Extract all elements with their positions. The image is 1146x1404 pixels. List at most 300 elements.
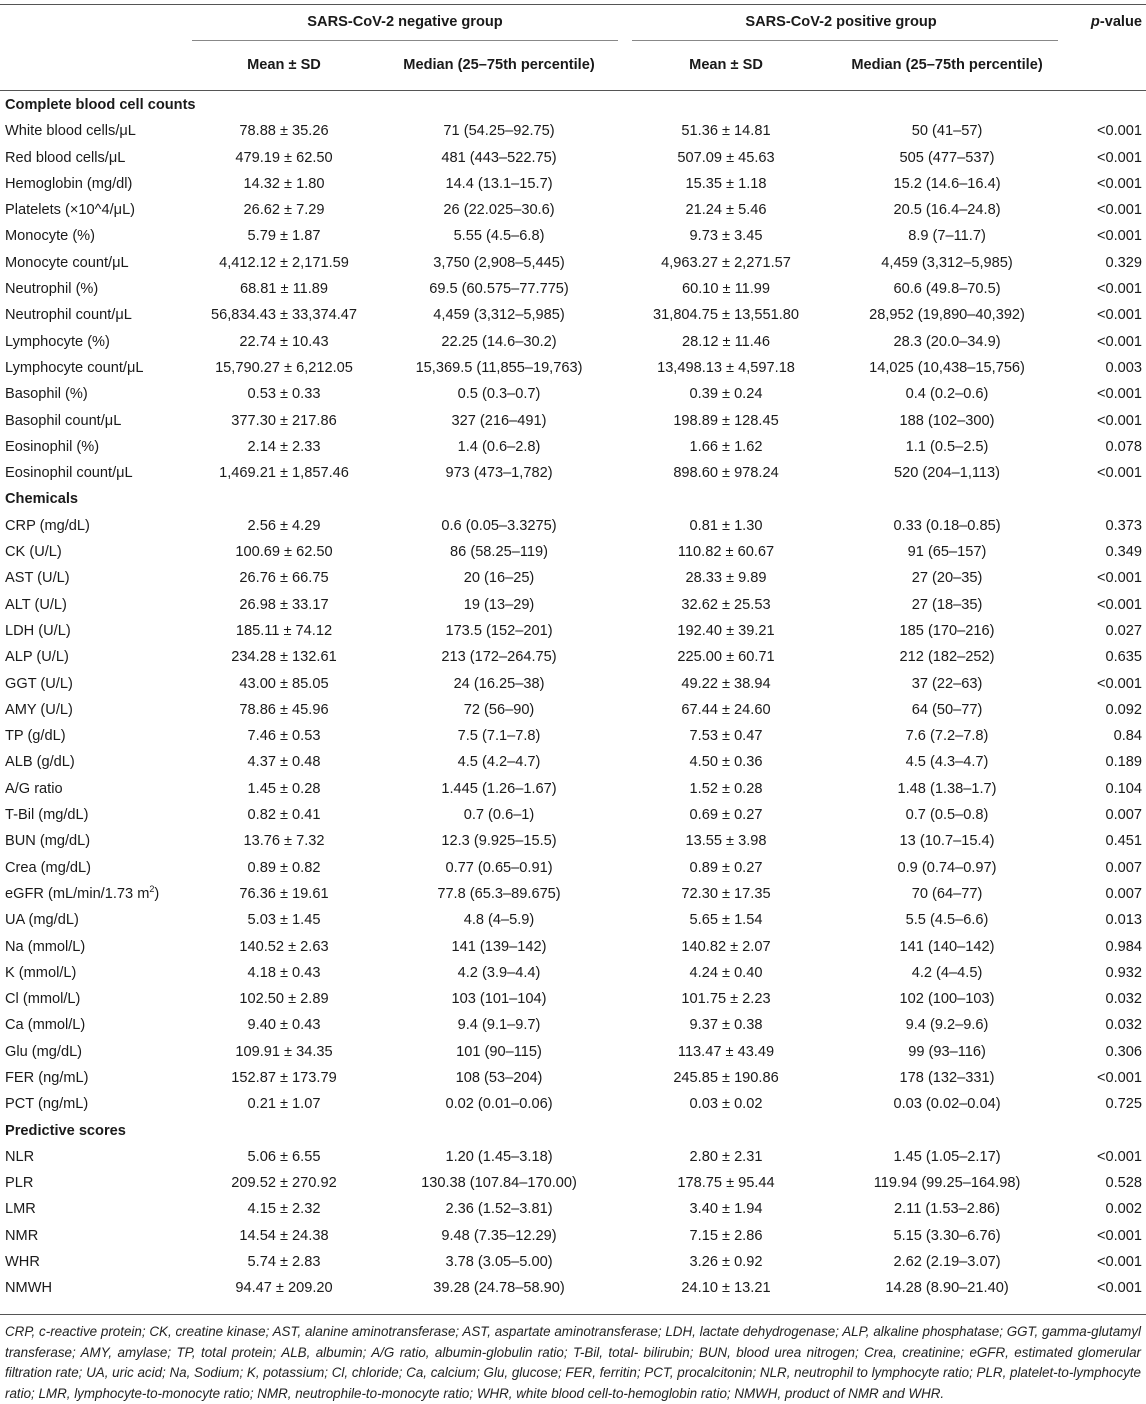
p-value-cell: <0.001 [1096,386,1143,403]
pos-median-cell: 27 (18–35) [911,596,983,613]
pos-median-cell: 20.5 (16.4–24.8) [893,202,1001,219]
neg-median-cell: 1.4 (0.6–2.8) [457,438,541,455]
pos-mean-cell: 4.50 ± 0.36 [689,754,763,771]
neg-median-cell: 481 (443–522.75) [441,149,557,166]
pos-median-cell: 8.9 (7–11.7) [908,228,986,245]
p-value-cell: <0.001 [1096,465,1143,482]
footnote: CRP, c-reactive protein; CK, creatine kinase; AST, alanine aminotransferase; AST, aspartate aminotransferase; LDH, lactate dehydrogenase; ALP, alkaline phosphatase; GGT, gamma-glutamyl transferase; AMY, amylase; TP, total protein; ALB, albumin; A/G ratio, albumin-globulin ratio; T-Bil, total- bilirubin; BUN, blood urea nitrogen; Crea, creatinine; eGFR, estimated glomerular filtration rate; UA, uric acid; Na, Sodium; K, potassium; Cl, chloride; Ca, calcium; Glu, glucose; FER, ferritin; PCT, procalcitonin; NLR, neutrophil to lymphocyte ratio; PLR, platelet-to-lymphocyte ratio; LMR, lymphocyte-to-monocyte ratio; NMR, neutrophile-to-monocyte ratio; WHR, white blood cell-to-hemoglobin ratio; NMWH, product of NMR and WHR. [5,1324,1141,1401]
neg-median-cell: 86 (58.25–119) [450,544,548,561]
neg-mean-cell: 26.98 ± 33.17 [239,596,329,613]
neg-mean-cell: 68.81 ± 11.89 [239,281,329,298]
row-label: Hemoglobin (mg/dl) [5,175,133,192]
neg-mean-cell: 94.47 ± 209.20 [235,1280,333,1297]
row-label: Monocyte (%) [5,228,96,245]
neg-median-cell: 7.5 (7.1–7.8) [457,728,541,745]
pos-mean-cell: 15.35 ± 1.18 [685,175,767,192]
neg-mean-header: Mean ± SD [247,56,321,73]
neg-mean-cell: 78.88 ± 35.26 [239,123,329,140]
p-value-cell: 0.078 [1105,438,1143,455]
neg-median-cell: 4.5 (4.2–4.7) [457,754,541,771]
pos-median-cell: 1.1 (0.5–2.5) [905,438,989,455]
pos-mean-cell: 7.15 ± 2.86 [689,1227,763,1244]
table-row [0,618,1146,644]
pos-median-cell: 119.94 (99.25–164.98) [873,1175,1021,1192]
p-value-cell: 0.013 [1105,912,1143,929]
neg-median-cell: 0.6 (0.05–3.3275) [441,517,557,534]
neg-median-cell: 1.445 (1.26–1.67) [441,780,557,797]
negative-group-header: SARS-CoV-2 negative group [307,13,503,30]
p-value-cell: 0.329 [1105,254,1143,271]
p-value-cell: 0.84 [1113,728,1143,745]
neg-median-cell: 0.7 (0.6–1) [463,807,535,824]
row-label: K (mmol/L) [5,964,77,981]
neg-mean-cell: 100.69 ± 62.50 [235,544,333,561]
neg-median-cell: 4.2 (3.9–4.4) [457,964,541,981]
pos-median-cell: 5.15 (3.30–6.76) [893,1227,1001,1244]
row-label: Monocyte count/μL [5,254,129,271]
row-label: TP (g/dL) [5,728,66,745]
table-row [0,1091,1146,1117]
table-row [0,145,1146,171]
neg-mean-cell: 78.86 ± 45.96 [239,701,329,718]
row-label: PCT (ng/mL) [5,1096,89,1113]
neg-median-cell: 71 (54.25–92.75) [443,123,555,140]
table-row [0,460,1146,486]
p-value-cell: <0.001 [1096,123,1143,140]
neg-mean-cell: 0.89 ± 0.82 [247,859,321,876]
neg-median-cell: 12.3 (9.925–15.5) [441,833,557,850]
neg-mean-cell: 209.52 ± 270.92 [231,1175,337,1192]
neg-median-cell: 4.8 (4–5.9) [463,912,535,929]
table-row [0,723,1146,749]
table-body [0,90,1146,1302]
pos-mean-cell: 1.66 ± 1.62 [689,438,763,455]
p-value-cell: 0.003 [1105,359,1143,376]
neg-median-cell: 72 (56–90) [463,701,535,718]
row-label: UA (mg/dL) [5,912,79,929]
table-row [0,118,1146,144]
neg-mean-cell: 26.76 ± 66.75 [239,570,329,587]
neg-mean-cell: 14.54 ± 24.38 [239,1227,329,1244]
pos-median-cell: 0.7 (0.5–0.8) [905,807,989,824]
pos-mean-cell: 9.73 ± 3.45 [689,228,763,245]
neg-mean-cell: 5.79 ± 1.87 [247,228,321,245]
pos-median-cell: 0.03 (0.02–0.04) [893,1096,1001,1113]
p-value-cell: 0.032 [1105,1017,1143,1034]
section-title: Predictive scores [5,1122,126,1139]
neg-mean-cell: 4.18 ± 0.43 [247,964,321,981]
pos-mean-cell: 28.33 ± 9.89 [685,570,767,587]
table-row [0,960,1146,986]
neg-median-cell: 3.78 (3.05–5.00) [445,1254,553,1271]
pos-median-cell: 2.11 (1.53–2.86) [894,1201,1001,1218]
section-title: Chemicals [5,491,79,508]
neg-median-cell: 2.36 (1.52–3.81) [445,1201,553,1218]
pos-median-cell: 27 (20–35) [911,570,983,587]
pos-median-cell: 50 (41–57) [911,123,983,140]
row-label: Cl (mmol/L) [5,991,81,1008]
row-label: CK (U/L) [5,544,62,561]
p-value-cell: 0.032 [1105,991,1143,1008]
table-row [0,1170,1146,1196]
neg-mean-cell: 102.50 ± 2.89 [239,991,329,1008]
p-value-cell: 0.027 [1105,622,1143,639]
table-row [0,276,1146,302]
table-row [0,1039,1146,1065]
pos-median-header: Median (25–75th percentile) [851,56,1043,73]
pos-median-cell: 505 (477–537) [899,149,995,166]
row-label: eGFR (mL/min/1.73 $m^2$) [5,884,160,902]
pos-mean-cell: 72.30 ± 17.35 [681,885,771,902]
pos-mean-cell: 110.82 ± 60.67 [677,544,775,561]
p-value-cell: <0.001 [1096,412,1143,429]
neg-mean-cell: 4.37 ± 0.48 [247,754,321,771]
row-label: White blood cells/μL [5,123,136,140]
pos-mean-cell: 0.69 ± 0.27 [689,807,763,824]
pos-median-cell: 5.5 (4.5–6.6) [905,912,989,929]
row-label: Lymphocyte count/μL [5,359,144,376]
table-row [0,408,1146,434]
p-value-cell: <0.001 [1096,596,1143,613]
pos-median-cell: 1.45 (1.05–2.17) [893,1148,1001,1165]
pos-median-cell: 520 (204–1,113) [894,465,1001,482]
section-header-row [0,92,1146,118]
table-row [0,565,1146,591]
pos-mean-cell: 0.39 ± 0.24 [689,386,763,403]
row-label: AST (U/L) [5,570,70,587]
neg-median-cell: 19 (13–29) [463,596,535,613]
table-row [0,802,1146,828]
pos-mean-cell: 0.89 ± 0.27 [689,859,763,876]
pos-mean-cell: 4.24 ± 0.40 [689,964,763,981]
table-row [0,539,1146,565]
table-row [0,934,1146,960]
table-row [0,749,1146,775]
table-row [0,697,1146,723]
neg-mean-cell: 13.76 ± 7.32 [243,833,325,850]
pos-median-cell: 9.4 (9.2–9.6) [905,1017,989,1034]
pos-median-cell: 15.2 (14.6–16.4) [893,175,1001,192]
table-row [0,434,1146,460]
pos-median-cell: 185 (170–216) [899,622,995,639]
p-value-cell: <0.001 [1096,307,1143,324]
neg-mean-cell: 14.32 ± 1.80 [243,175,325,192]
table-row [0,881,1146,907]
p-value-cell: 0.189 [1105,754,1143,771]
p-value-cell: <0.001 [1096,1227,1143,1244]
neg-mean-cell: 5.74 ± 2.83 [247,1254,321,1271]
neg-mean-cell: 0.53 ± 0.33 [247,386,321,403]
p-value-cell: 0.007 [1105,807,1143,824]
row-label: BUN (mg/dL) [5,833,91,850]
neg-median-cell: 24 (16.25–38) [453,675,545,692]
pos-mean-cell: 198.89 ± 128.45 [673,412,779,429]
pos-median-cell: 60.6 (49.8–70.5) [893,281,1001,298]
pos-median-cell: 91 (65–157) [907,544,987,561]
row-label: Na (mmol/L) [5,938,86,955]
pos-mean-cell: 28.12 ± 11.46 [681,333,771,350]
pos-mean-cell: 24.10 ± 13.21 [681,1280,771,1297]
row-label: Platelets (×10^4/μL) [5,202,136,219]
neg-median-cell: 130.38 (107.84–170.00) [421,1175,577,1192]
pos-mean-cell: 0.03 ± 0.02 [689,1096,763,1113]
row-label: WHR [5,1254,40,1271]
pos-mean-cell: 9.37 ± 0.38 [689,1017,763,1034]
neg-mean-cell: 7.46 ± 0.53 [247,728,321,745]
p-value-cell: <0.001 [1096,1148,1143,1165]
table-row [0,986,1146,1012]
pos-mean-cell: 31,804.75 ± 13,551.80 [653,307,799,324]
pos-mean-cell: 0.81 ± 1.30 [689,517,763,534]
pos-median-cell: 0.4 (0.2–0.6) [905,386,989,403]
row-label: ALT (U/L) [5,596,67,613]
p-value-cell: <0.001 [1096,675,1143,692]
table-row [0,671,1146,697]
pos-mean-cell: 192.40 ± 39.21 [677,622,775,639]
neg-mean-cell: 4.15 ± 2.32 [247,1201,321,1218]
row-label: Eosinophil count/μL [5,465,133,482]
row-label: A/G ratio [5,780,63,797]
neg-median-cell: 77.8 (65.3–89.675) [437,885,561,902]
neg-mean-cell: 0.82 ± 0.41 [247,807,321,824]
table-row [0,1144,1146,1170]
neg-mean-cell: 140.52 ± 2.63 [239,938,329,955]
row-label: LMR [5,1201,36,1218]
row-label: Basophil count/μL [5,412,122,429]
row-label: ALB (g/dL) [5,754,75,771]
pos-mean-cell: 3.40 ± 1.94 [689,1201,763,1218]
section-header-row [0,486,1146,512]
p-value-cell: 0.002 [1105,1201,1143,1218]
pos-mean-cell: 60.10 ± 11.99 [681,281,771,298]
pos-median-cell: 70 (64–77) [911,885,983,902]
row-label: Eosinophil (%) [5,438,100,455]
p-value-cell: <0.001 [1096,333,1143,350]
pos-median-cell: 28.3 (20.0–34.9) [893,333,1001,350]
neg-mean-cell: 185.11 ± 74.12 [235,622,333,639]
neg-mean-cell: 5.03 ± 1.45 [247,912,321,929]
p-value-cell: 0.528 [1105,1175,1143,1192]
pos-mean-cell: 13.55 ± 3.98 [685,833,767,850]
neg-mean-cell: 152.87 ± 173.79 [231,1069,337,1086]
pos-median-cell: 99 (93–116) [908,1043,986,1060]
neg-mean-cell: 43.00 ± 85.05 [239,675,329,692]
neg-median-cell: 22.25 (14.6–30.2) [441,333,557,350]
neg-median-cell: 0.5 (0.3–0.7) [457,386,541,403]
neg-median-cell: 108 (53–204) [455,1069,543,1086]
row-label: FER (ng/mL) [5,1069,89,1086]
footer-rule [0,1314,1146,1315]
table-row [0,381,1146,407]
row-label: GGT (U/L) [5,675,73,692]
table-row [0,644,1146,670]
pos-median-cell: 37 (22–63) [911,675,983,692]
neg-mean-cell: 234.28 ± 132.61 [231,649,337,666]
pos-mean-cell: 5.65 ± 1.54 [689,912,763,929]
neg-median-cell: 3,750 (2,908–5,445) [433,254,565,271]
table-row [0,592,1146,618]
neg-median-cell: 0.02 (0.01–0.06) [445,1096,553,1113]
table-row [0,197,1146,223]
table-row [0,1223,1146,1249]
row-label: Lymphocyte (%) [5,333,110,350]
pos-median-cell: 178 (132–331) [899,1069,995,1086]
pos-mean-cell: 1.52 ± 0.28 [689,780,763,797]
neg-median-cell: 69.5 (60.575–77.775) [429,281,569,298]
p-value-cell: <0.001 [1096,149,1143,166]
table-row [0,907,1146,933]
table-row [0,302,1146,328]
neg-mean-cell: 56,834.43 ± 33,374.47 [211,307,357,324]
pos-median-cell: 188 (102–300) [899,412,995,429]
table-row [0,1012,1146,1038]
neg-median-cell: 327 (216–491) [451,412,547,429]
pos-median-cell: 4,459 (3,312–5,985) [881,254,1013,271]
pos-median-cell: 13 (10.7–15.4) [899,833,995,850]
p-value-cell: <0.001 [1096,1254,1143,1271]
pos-mean-cell: 32.62 ± 25.53 [681,596,771,613]
neg-median-cell: 213 (172–264.75) [441,649,557,666]
section-title: Complete blood cell counts [5,97,196,113]
p-value-cell: 0.451 [1105,833,1143,850]
table-row [0,355,1146,381]
table-row [0,250,1146,276]
table-row [0,1196,1146,1222]
table-row [0,855,1146,881]
neg-mean-cell: 4,412.12 ± 2,171.59 [219,254,349,271]
p-value-cell: 0.349 [1105,544,1143,561]
row-label: Neutrophil count/μL [5,307,132,324]
neg-median-cell: 0.77 (0.65–0.91) [445,859,553,876]
row-label: CRP (mg/dL) [5,517,90,534]
row-label: Neutrophil (%) [5,281,99,298]
p-value-cell: <0.001 [1096,281,1143,298]
neg-median-cell: 26 (22.025–30.6) [443,202,555,219]
pos-median-cell: 4.2 (4–4.5) [911,964,983,981]
pos-mean-cell: 101.75 ± 2.23 [681,991,771,1008]
table-row [0,329,1146,355]
pos-median-cell: 7.6 (7.2–7.8) [905,728,989,745]
p-value-cell: 0.932 [1105,964,1143,981]
pos-mean-cell: 113.47 ± 43.49 [677,1043,775,1060]
pos-mean-cell: 898.60 ± 978.24 [673,465,779,482]
neg-median-cell: 1.20 (1.45–3.18) [445,1148,553,1165]
pos-mean-cell: 13,498.13 ± 4,597.18 [657,359,795,376]
row-label: PLR [5,1175,34,1192]
row-label: Crea (mg/dL) [5,859,91,876]
neg-median-cell: 9.4 (9.1–9.7) [457,1017,541,1034]
pos-median-cell: 212 (182–252) [899,649,995,666]
pos-mean-cell: 21.24 ± 5.46 [685,202,767,219]
pos-median-cell: 2.62 (2.19–3.07) [893,1254,1001,1271]
pos-mean-cell: 178.75 ± 95.44 [677,1175,775,1192]
p-value-cell: <0.001 [1096,1280,1143,1297]
p-value-cell: 0.092 [1105,701,1143,718]
neg-median-cell: 20 (16–25) [463,570,535,587]
pos-mean-cell: 140.82 ± 2.07 [681,938,771,955]
neg-mean-cell: 1,469.21 ± 1,857.46 [219,465,349,482]
neg-mean-cell: 0.21 ± 1.07 [247,1096,321,1113]
pos-median-cell: 14.28 (8.90–21.40) [885,1280,1009,1297]
pos-median-cell: 102 (100–103) [899,991,995,1008]
neg-median-cell: 103 (101–104) [451,991,547,1008]
pos-mean-cell: 7.53 ± 0.47 [689,728,763,745]
neg-median-cell: 14.4 (13.1–15.7) [445,175,553,192]
table-row [0,1275,1146,1301]
pos-mean-cell: 67.44 ± 24.60 [681,701,771,718]
neg-mean-cell: 109.91 ± 34.35 [235,1043,333,1060]
pos-mean-cell: 51.36 ± 14.81 [681,123,771,140]
neg-median-cell: 9.48 (7.35–12.29) [441,1227,557,1244]
neg-median-cell: 141 (139–142) [451,938,547,955]
neg-median-cell: 973 (473–1,782) [445,465,553,482]
pos-mean-cell: 2.80 ± 2.31 [689,1148,763,1165]
pos-mean-header: Mean ± SD [689,56,763,73]
pos-mean-cell: 49.22 ± 38.94 [681,675,771,692]
table-row [0,776,1146,802]
p-value-cell: <0.001 [1096,1069,1143,1086]
neg-mean-cell: 9.40 ± 0.43 [247,1017,321,1034]
row-label: AMY (U/L) [5,701,73,718]
pos-mean-cell: 225.00 ± 60.71 [677,649,775,666]
positive-group-header: SARS-CoV-2 positive group [745,13,937,30]
neg-mean-cell: 22.74 ± 10.43 [239,333,329,350]
pos-median-cell: 1.48 (1.38–1.7) [897,780,997,797]
neg-mean-cell: 76.36 ± 19.61 [239,885,329,902]
row-label: Red blood cells/μL [5,149,126,166]
table-row [0,513,1146,539]
neg-mean-cell: 377.30 ± 217.86 [231,412,337,429]
neg-median-cell: 173.5 (152–201) [445,622,553,639]
table-row [0,828,1146,854]
table-row [0,171,1146,197]
pos-median-cell: 4.5 (4.3–4.7) [905,754,989,771]
pos-mean-cell: 507.09 ± 45.63 [677,149,775,166]
section-header-row [0,1118,1146,1144]
p-value-header: p-value [1090,13,1143,30]
neg-mean-cell: 5.06 ± 6.55 [247,1148,321,1165]
p-value-cell: <0.001 [1096,202,1143,219]
row-label: T-Bil (mg/dL) [5,807,89,824]
p-value-cell: 0.373 [1105,517,1143,534]
pos-median-cell: 64 (50–77) [911,701,983,718]
p-value-cell: <0.001 [1096,570,1143,587]
neg-median-header: Median (25–75th percentile) [403,56,595,73]
p-value-cell: <0.001 [1096,228,1143,245]
row-label: NMWH [5,1280,53,1297]
neg-median-cell: 15,369.5 (11,855–19,763) [415,359,583,376]
neg-median-cell: 5.55 (4.5–6.8) [453,228,545,245]
pos-mean-cell: 245.85 ± 190.86 [673,1069,779,1086]
p-value-cell: 0.635 [1105,649,1143,666]
pos-mean-cell: 4,963.27 ± 2,271.57 [661,254,791,271]
p-value-cell: 0.306 [1105,1043,1143,1060]
pos-median-cell: 14,025 (10,438–15,756) [869,359,1025,376]
row-label: NMR [5,1227,39,1244]
p-value-cell: 0.104 [1105,780,1143,797]
neg-median-cell: 4,459 (3,312–5,985) [433,307,565,324]
row-label: Glu (mg/dL) [5,1043,83,1060]
row-label: NLR [5,1148,35,1165]
table-row [0,1249,1146,1275]
row-label: Ca (mmol/L) [5,1017,86,1034]
neg-mean-cell: 479.19 ± 62.50 [235,149,333,166]
p-value-cell: 0.725 [1105,1096,1143,1113]
row-label: ALP (U/L) [5,649,69,666]
pos-median-cell: 28,952 (19,890–40,392) [869,307,1025,324]
neg-mean-cell: 26.62 ± 7.29 [243,202,325,219]
p-value-cell: 0.984 [1105,938,1143,955]
